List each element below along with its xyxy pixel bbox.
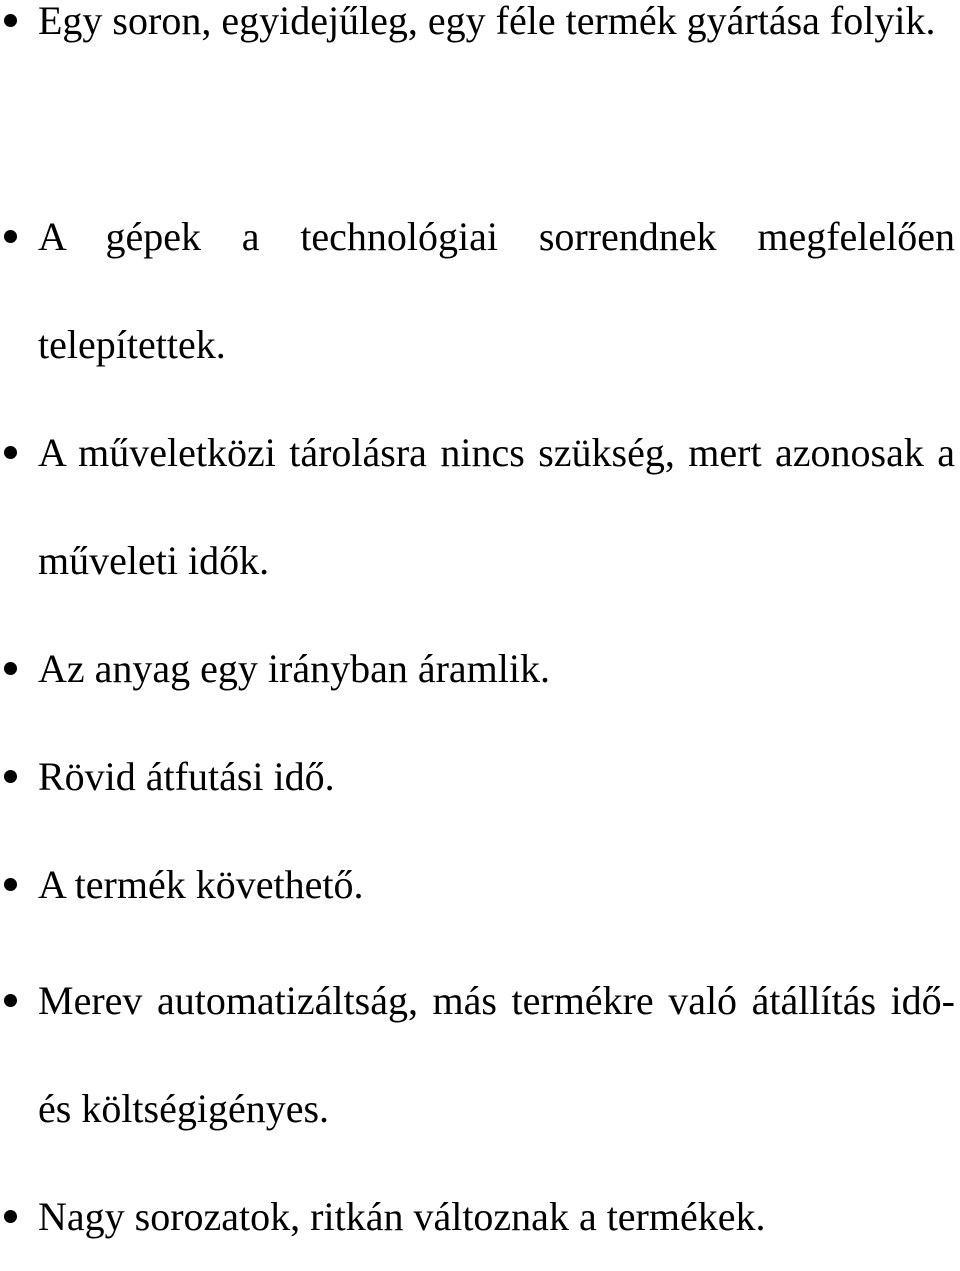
bullet-icon <box>4 994 17 1007</box>
bullet-icon <box>4 770 17 783</box>
list-item-text: Rövid átfutási idő. <box>38 754 335 799</box>
bullet-icon <box>4 446 17 459</box>
bullet-icon <box>4 1210 17 1223</box>
list-item-text: Az anyag egy irányban áramlik. <box>38 646 551 691</box>
list-item-text: A termék követhető. <box>38 862 364 907</box>
list-item-text: Merev automatizáltság, más termékre való átállítás idő- és költségigényes. <box>38 978 955 1131</box>
bullet-icon <box>4 14 17 27</box>
list-item-text: Nagy sorozatok, ritkán változnak a termékek. <box>38 1194 766 1239</box>
bullet-icon <box>4 662 17 675</box>
list-item-text: Egy soron, egyidejűleg, egy féle termék gyártása folyik. <box>38 0 936 43</box>
list-item-text: A gépek a technológiai sorrendnek megfelelően telepítettek. <box>38 214 955 367</box>
bullet-icon <box>4 878 17 891</box>
bullet-icon <box>4 230 17 243</box>
list-item-text: A műveletközi tárolásra nincs szükség, mert azonosak a műveleti idők. <box>38 430 955 583</box>
